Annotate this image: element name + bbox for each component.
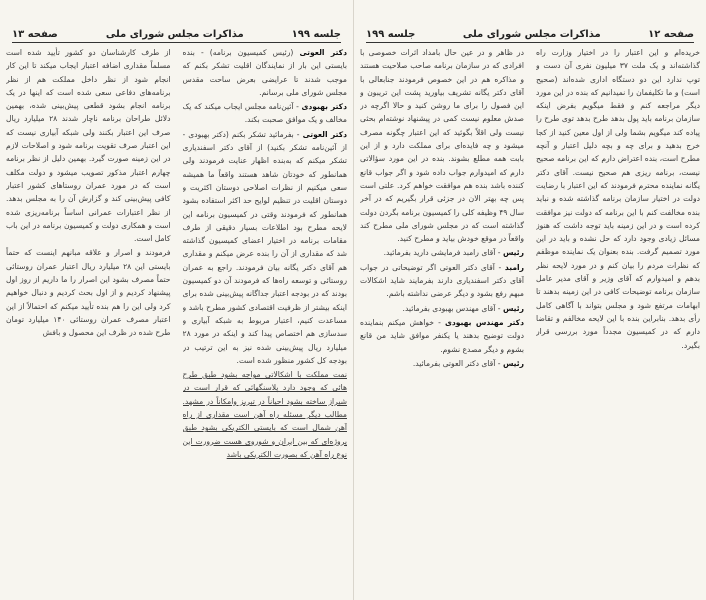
speaker-name: دکتر العوتی xyxy=(302,129,347,139)
paragraph: دکتر بهبودی - آئین‌نامه مجلس ایجاب میکند که یک مخالف و یک موافق صحبت بکند. xyxy=(182,102,347,125)
page-header xyxy=(12,24,341,43)
text-columns xyxy=(360,46,700,592)
page-number: صفحه ۱۳ xyxy=(12,29,58,40)
column-right xyxy=(183,46,348,592)
paragraph: رامبد - آقای دکتر العوتی اگر توضیحاتی در جواب آقای دکتر اسفندیاری دارند بفرمایند شاید اشکالات مبهم رفع بشود و دیگر عرضی نداشته باشم. xyxy=(360,262,524,299)
paragraph: فرمودند و اصرار و علاقه مبانهم اینست که حتماً بایستی این ۲۸ میلیارد ریال اعتبار عمران روستائی حتماً مصرف بشود این اصرار را ما داریم از روز اول پیشنهاد کردیم و از اول بحث کردیم و دنبال خواهیم کرد ولی این را هم بنده تأیید میکنم که احتمالاً از این اعتبار مصرف عمران روستائی ۱۴۰ میلیارد تومان طرح شده در ظرف این محصول و بافش xyxy=(6,248,171,338)
paragraph: رئیس - آقای دکتر العوتی بفرمائید. xyxy=(412,358,524,368)
column-right xyxy=(536,46,700,592)
publication-title: مذاکرات مجلس شورای ملی xyxy=(462,29,601,40)
paragraph: دکتر مهندس بهبودی - خواهش میکنم بنماینده دولت توضیح بدهند یا یکنفر موافق شاید من قانع بشوم و دیگر مصدع نشوم. xyxy=(360,317,524,354)
speaker-name: رئیس xyxy=(502,303,524,313)
speaker-name: دکتر بهبودی xyxy=(301,102,347,112)
column-left xyxy=(6,46,171,592)
page-header xyxy=(366,24,694,43)
paragraph: در ظاهر و در عین حال بامداد اثرات خصوصی با افرادی که در سازمان برنامه صاحب صلاحیت هستند و مذاکره هم در این خصوص فرمودند جنابعالی با آقای دکتر یگانه تشریف بیاورید پشت این تریبون و این فصول را برای ما روشن کنید و حالا اگرچه در صدش معلوم نیست کمی در پیشنهاد نوشته‌ام بحثی نیست ولی اقلاً بگوئید که این اعتبار چگونه مصرف میشود و چه فایده‌ای برای مملکت دارد و از این بابت همه مطلع بشوند. بنده در این مورد سؤالاتی دارم که امیدوارم جواب داده شود و اگر جواب قانع کننده باشد بنده هم موافقت خواهم کرد. علتی است پس چه بهتر الان در جزئی قرار بگیریم که در آخر سال ۴۹ وظیفه کلی را کمیسیون برنامه بگردن دولت گذاشته است که در مجلس شورای ملی مطرح کند واقعاً در موقع خودش بیاید و مطرح کنید. xyxy=(360,48,524,244)
session-number: جلسه ۱۹۹ xyxy=(291,29,341,40)
paragraph: رئیس - آقای رامبد فرمایشی دارید بفرمائید. xyxy=(383,248,524,258)
publication-title: مذاکرات مجلس شورای ملی xyxy=(105,29,244,40)
page-12 xyxy=(353,0,706,600)
session-number: جلسه ۱۹۹ xyxy=(366,29,416,40)
speaker-name: رامبد xyxy=(504,262,524,272)
column-left xyxy=(360,46,524,592)
speaker-name: دکتر العوتی xyxy=(299,48,347,57)
paragraph: از طرف کارشناسان دو کشور تأیید شده است مسلماً مقداری اضافه اعتبار ایجاب میکند تا این کار انجام شود از نظر داخل مملکت هم از نظر برنامه‌های دفاعی سعی شده است که اینها در یک برنامه انجام بشود قطعی پیش‌بینی شده، بهمین دلائل طراحان برنامه ناچار شدند ۲۸ میلیارد ریال صرف این اعتبار بکنند ولی شبکه آبیاری نیست که این اعتبار صرف تقویت برنامه شود و اصلاحات لازم در این زمینه صورت گیرد. بهمین دلیل از نظر برنامه چهارم اعتبار مذکور تصویب میشود و دولت مکلف است که در مورد عمران روستاهای کشور اعتبار کافی پیش‌بینی کند و گزارش آن را به مجلس بدهد. از نظر اعتبارات عمرانی اساساً برنامه‌ریزی شده است و همکاری دولت و کمیسیون برنامه در این باب کامل است. xyxy=(6,48,171,244)
speaker-name: دکتر مهندس بهبودی xyxy=(444,317,524,327)
text-columns xyxy=(6,46,347,592)
paragraph: رئیس - آقای مهندس بهبودی بفرمائید. xyxy=(402,303,524,313)
speaker-name: رئیس xyxy=(502,358,524,368)
paragraph: دکتر العوتی (رئیس کمیسیون برنامه) - بنده بایستی این بار از نمایندگان اقلیت تشکر بکنم که موجب شدند تا عرایضی بعرض ساحت مقدس مجلس شورای ملی برسانم. xyxy=(182,48,347,97)
speaker-name: رئیس xyxy=(502,248,524,258)
paragraph: خریده‌ام و این اعتبار را در اختیار وزارت راه گذاشته‌اند و یک ملت ۳۷ میلیون نفری آن دست و توپ ندارد این دو دستگاه اداری شده‌اند (صحیح است) و ما تکلیفمان را نمیدانیم که بنده در این مورد دیگر مراجعه کنم و فقط میگویم بفرض اینکه سازمان برنامه باید پول بدهد طرح بدهد توی طرح را پیاده کند میگویم بشما ولی از اول معین کنید از کجا خرج بدهید و برای چه و بچه دلیل اعتبار و آنچه مطرح است، بنده اعتراض دارم که این برنامه صحیح نیست، برنامه ریزی هم صحیح نیست. آقای دکتر یگانه نماینده محترم فرمودند که این اعتبار با رضایت دولت در اختیار سازمان برنامه گذاشته شده و نباید بنده مخالفت کنم با این برنامه که دولت نیز موافقت کرده است و در این زمینه باید توجه داشت که هنوز مسائل زیادی وجود دارد که حل نشده و باید در این مورد تصمیم گرفت. بنده بعنوان یک نماینده موظفم که نظرات مردم را بیان کنم و در مورد لایحه نظر بدهم و امیدوارم که آقای وزیر و آقای مدیر عامل سازمان برنامه توضیحات کافی در این زمینه بدهند تا ابهامات مرتفع شود و مجلس بتواند با آگاهی کامل رأی بدهد. بنابراین بنده با این لایحه مخالفم و تقاضا دارم که در کمیسیون مجدداً مورد بررسی قرار بگیرد. xyxy=(536,48,700,350)
page-number: صفحه ۱۲ xyxy=(648,29,694,40)
paragraph: دکتر العوتی - بفرمائید تشکر بکنم (دکتر بهبودی - از آئین‌نامه تشکر بکنید) از آقای دکتر اسفندیاری تشکر میکنم که به‌بنده اظهار عنایت فرمودند ولی همانطور که خودتان شاهد هستند واقعاً ما همیشه سعی میکنیم از نظرات اصلاحی دوستان اکثریت و دوستان اقلیت در تنظیم لوایح حد اکثر استفاده بشود همانطور که فرمودند وقتی در کمیسیون برنامه این لایحه مطرح بود اطلاعات بسیار دقیقی از طرف مقامات برنامه در اختیار اعضای کمیسیون گذاشته شد که مقداری از آن را بنده عرض میکنم و مقداری هم آقای دکتر یگانه بیان فرمودند. راجع به عمران روستائی و توسعه راه‌ها که فرمودند آن دو کمیسیون بودند که در بودجه اعتبار جداگانه پیش‌بینی شده برای اینکه بیشتر از ظرفیت اقتصادی کشور مطرح باشد و مساعدت کنیم، اعتبار مربوط به شبکه آبیاری و سدسازی هم اختصاص پیدا کند و اینکه در مورد ۲۸ میلیارد ریال پیش‌بینی شده نیز به این ترتیب در بودجه کل کشور منظور شده است. xyxy=(182,129,347,365)
paragraph: نمت مملکت با اشکالاتی مواجه بشود طبق طرح هائی که وجود دارد پلاسنگهائی که قرار است در شیراز ساخته بشود احیاناً در تبریز وامکاناً در مشهد. مطالب دیگر مسئله راه آهن است مقداری از راه آهن شمال است که بایستی الکتریکی بشود طبق پروژه‌ای که بین ایران و شوروی هست ضرورت این نوع راه آهن که بصورت الکتریکی باشد xyxy=(182,370,347,459)
